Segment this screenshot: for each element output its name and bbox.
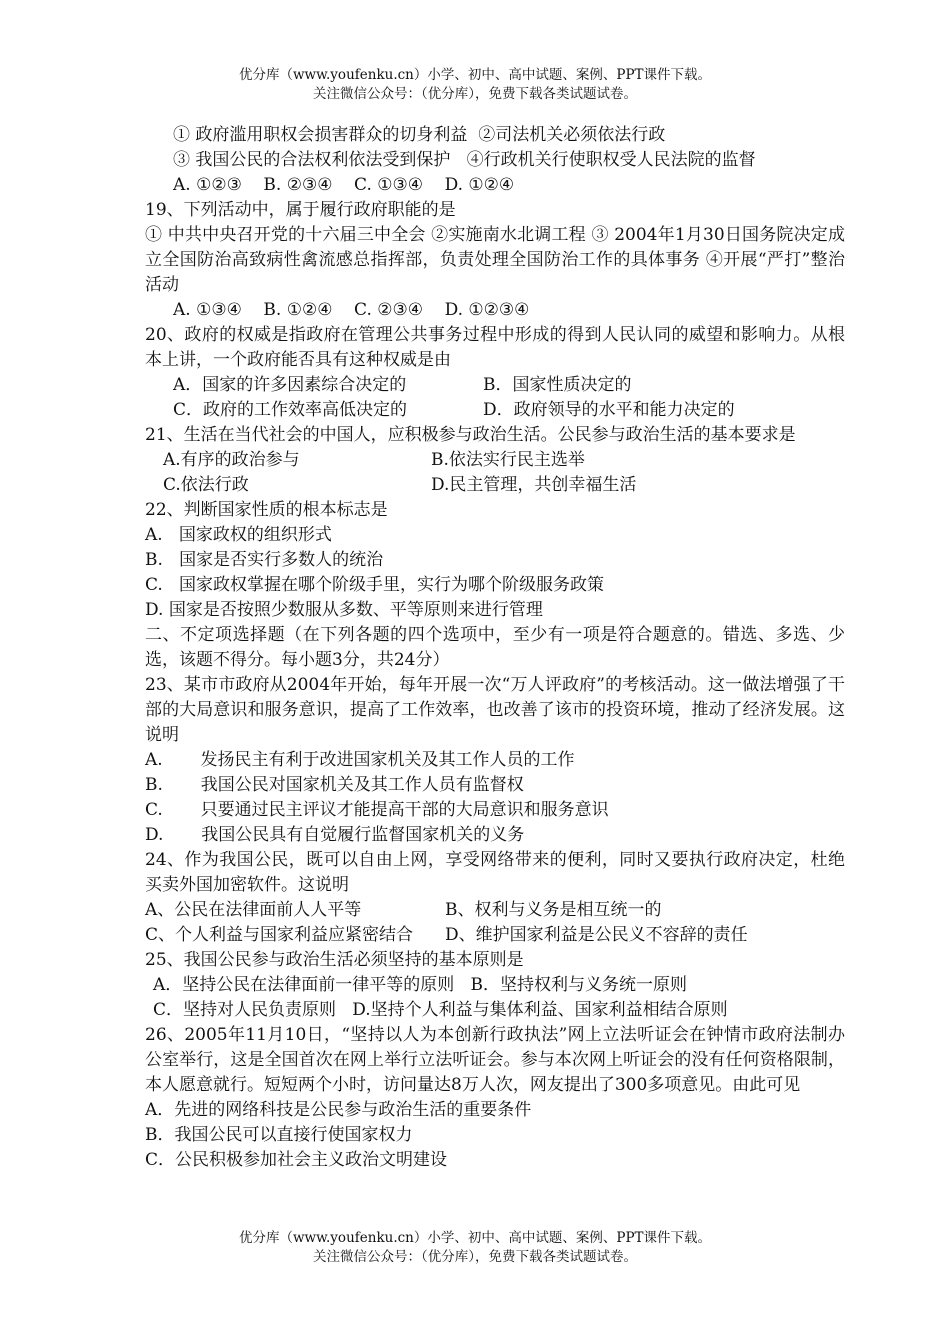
q18-statement-3-4: ③ 我国公民的合法权利依法受到保护 ④行政机关行使职权受人民法院的监督 <box>173 150 756 170</box>
q20-option-a: A．国家的许多因素综合决定的 <box>173 375 407 395</box>
footer-line-1: 优分库（www.youfenku.cn）小学、初中、高中试题、案例、PPT课件下载。 <box>238 1230 712 1246</box>
q24-option-a: A、公民在法律面前人人平等 <box>145 900 362 920</box>
q24-option-c: C、个人利益与国家利益应紧密结合 <box>145 925 414 945</box>
q18-statement-1-2: ① 政府滥用职权会损害群众的切身利益 ②司法机关必须依法行政 <box>173 125 666 145</box>
q26-option-b: B．我国公民可以直接行使国家权力 <box>145 1125 413 1145</box>
q21-option-d: D.民主管理，共创幸福生活 <box>431 475 637 495</box>
q26-option-a: A．先进的网络科技是公民参与政治生活的重要条件 <box>145 1100 532 1120</box>
q19-stem: 19、下列活动中，属于履行政府职能的是 <box>145 200 456 220</box>
q19-options: A. ①③④ B. ①②④ C. ②③④ D. ①②③④ <box>173 300 530 320</box>
q24-stem: 24、作为我国公民，既可以自由上网，享受网络带来的便利，同时又要执行政府决定，杜绝买卖外国加密软件。这说明 <box>145 850 845 895</box>
q18-options: A. ①②③ B. ②③④ C. ①③④ D. ①②④ <box>173 175 515 195</box>
q25-options-row-2: C．坚持对人民负责原则 D.坚持个人利益与集体利益、国家利益相结合原则 <box>153 1000 728 1020</box>
section-2-title: 二、不定项选择题（在下列各题的四个选项中，至少有一项是符合题意的。错选、多选、少选，该题不得分。每小题3分，共24分） <box>145 625 845 670</box>
q23-stem: 23、某市市政府从2004年开始，每年开展一次“万人评政府”的考核活动。这一做法增强了干部的大局意识和服务意识，提高了工作效率，也改善了该市的投资环境，推动了经济发展。这说明 <box>145 675 845 745</box>
q23-option-b: B. 我国公民对国家机关及其工作人员有监督权 <box>145 775 524 795</box>
q24-options-row-2 <box>145 923 845 948</box>
footer-line-2: 关注微信公众号：（优分库），免费下载各类试题试卷。 <box>313 1249 637 1265</box>
header-line-2: 关注微信公众号：（优分库），免费下载各类试题试卷。 <box>313 86 637 102</box>
q26-option-c: C．公民积极参加社会主义政治文明建设 <box>145 1150 448 1170</box>
q26-stem: 26、2005年11月10日，“坚持以人为本创新行政执法”网上立法听证会在钟情市政府法制办公室举行，这是全国首次在网上举行立法听证会。参与本次网上听证会的没有任何资格限制，本人愿意就行。短短两个小时，访问量达8万人次，网友提出了300多项意见。由此可见 <box>145 1025 845 1095</box>
q23-option-a: A. 发扬民主有利于改进国家机关及其工作人员的工作 <box>145 750 575 770</box>
q22-option-b: B. 国家是否实行多数人的统治 <box>145 550 384 570</box>
q20-options-row-2 <box>145 398 845 423</box>
q24-option-d: D、维护国家利益是公民义不容辞的责任 <box>445 925 748 945</box>
q19-statements: ① 中共中央召开党的十六届三中全会 ②实施南水北调工程 ③ 2004年1月30日国务院决定成立全国防治高致病性禽流感总指挥部，负责处理全国防治工作的具体事务 ④开展“严打”整治活动 <box>145 225 845 295</box>
q25-stem: 25、我国公民参与政治生活必须坚持的基本原则是 <box>145 950 524 970</box>
q23-option-d: D. 我国公民具有自觉履行监督国家机关的义务 <box>145 825 525 845</box>
q21-option-b: B.依法实行民主选举 <box>431 450 585 470</box>
q21-option-c: C.依法行政 <box>163 475 249 495</box>
q22-option-a: A. 国家政权的组织形式 <box>145 525 332 545</box>
q20-option-c: C．政府的工作效率高低决定的 <box>173 400 408 420</box>
page-header <box>0 66 950 104</box>
q21-option-a: A.有序的政治参与 <box>163 450 300 470</box>
q23-option-c: C. 只要通过民主评议才能提高干部的大局意识和服务意识 <box>145 800 609 820</box>
q20-option-b: B．国家性质决定的 <box>483 375 632 395</box>
q22-option-d: D. 国家是否按照少数服从多数、平等原则来进行管理 <box>145 600 543 620</box>
q20-options-row-1 <box>145 373 845 398</box>
q25-options-row-1: A．坚持公民在法律面前一律平等的原则 B．坚持权利与义务统一原则 <box>153 975 687 995</box>
q22-stem: 22、判断国家性质的根本标志是 <box>145 500 388 520</box>
q20-option-d: D．政府领导的水平和能力决定的 <box>483 400 735 420</box>
exam-content <box>145 123 845 1173</box>
q24-options-row-1 <box>145 898 845 923</box>
q21-options-row-2 <box>145 473 845 498</box>
page-footer <box>0 1229 950 1267</box>
q22-option-c: C. 国家政权掌握在哪个阶级手里，实行为哪个阶级服务政策 <box>145 575 605 595</box>
q24-option-b: B、权利与义务是相互统一的 <box>445 900 662 920</box>
header-line-1: 优分库（www.youfenku.cn）小学、初中、高中试题、案例、PPT课件下载。 <box>238 67 712 83</box>
q21-stem: 21、生活在当代社会的中国人，应积极参与政治生活。公民参与政治生活的基本要求是 <box>145 425 796 445</box>
q21-options-row-1 <box>145 448 845 473</box>
q20-stem: 20、政府的权威是指政府在管理公共事务过程中形成的得到人民认同的威望和影响力。从根本上讲，一个政府能否具有这种权威是由 <box>145 325 845 370</box>
